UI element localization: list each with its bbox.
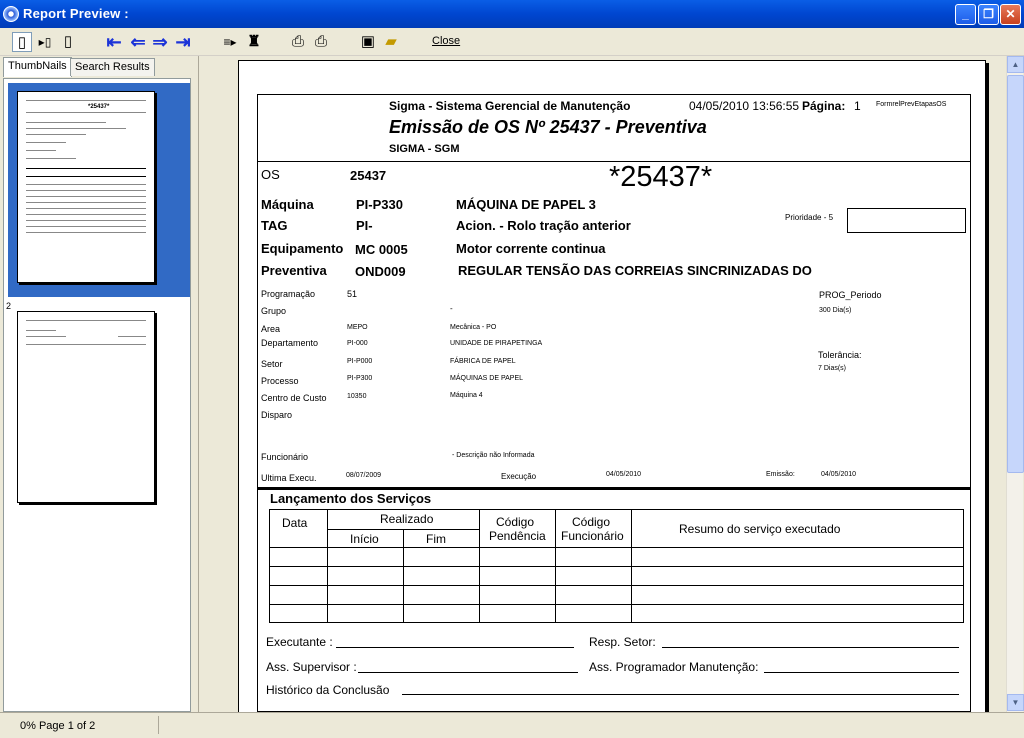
programacao-label: Programação <box>261 289 316 299</box>
departamento-code: PI-000 <box>347 340 368 347</box>
historico-label: Histórico da Conclusão <box>266 683 390 697</box>
report-page <box>238 60 986 712</box>
tag-label: TAG <box>261 218 288 233</box>
thumbnail-page-2[interactable] <box>17 311 155 503</box>
prioridade-label: Prioridade - 5 <box>785 213 834 222</box>
col-codigo-funcionario-1: Código <box>572 515 611 529</box>
equipamento-label: Equipamento <box>261 241 344 256</box>
section-divider <box>257 488 971 490</box>
single-page-icon[interactable]: ▯ <box>12 32 32 52</box>
thumbnail-number-2: 2 <box>6 301 12 311</box>
col-fim: Fim <box>426 532 446 546</box>
tag-desc: Acion. - Rolo tração anterior <box>456 218 631 233</box>
funcionario-value: - Descrição não Informada <box>452 452 535 459</box>
processo-desc: MÁQUINAS DE PAPEL <box>450 375 524 382</box>
disparo-label: Disparo <box>261 410 293 420</box>
window-title: Report Preview : <box>23 6 129 21</box>
equipamento-code: MC 0005 <box>355 242 408 257</box>
col-realizado: Realizado <box>380 512 434 526</box>
ultima-execucao-value: 08/07/2009 <box>346 472 382 479</box>
document-view[interactable] <box>198 56 1006 712</box>
col-resumo: Resumo do serviço executado <box>679 522 841 536</box>
close-window-button[interactable]: ✕ <box>1000 4 1021 25</box>
preventiva-label: Preventiva <box>261 263 327 278</box>
col-codigo-pendencia-1: Código <box>496 515 535 529</box>
os-label: OS <box>261 167 280 182</box>
scroll-thumb[interactable] <box>1007 75 1024 473</box>
programacao-value: 51 <box>347 289 358 299</box>
toolbar <box>0 28 1024 56</box>
system-name: Sigma - Sistema Gerencial de Manutenção <box>389 99 631 113</box>
area-desc: Mecânica - PO <box>450 324 497 331</box>
executante-label: Executante : <box>266 635 333 649</box>
col-codigo-funcionario-2: Funcionário <box>561 529 624 543</box>
last-page-icon[interactable]: ⇥ <box>175 32 191 52</box>
scroll-up-icon[interactable]: ▲ <box>1007 56 1024 73</box>
area-label: Area <box>261 324 281 334</box>
close-button[interactable]: Close <box>432 35 461 47</box>
thumbnail-page-1[interactable] <box>17 91 155 283</box>
ass-supervisor-label: Ass. Supervisor : <box>266 660 357 674</box>
maquina-code: PI-P330 <box>356 197 403 212</box>
goto-page-icon[interactable]: ≡▸ <box>223 35 237 49</box>
ass-programador-label: Ass. Programador Manutenção: <box>589 660 759 674</box>
os-value: 25437 <box>350 168 387 183</box>
thumbnail-list[interactable] <box>3 78 191 712</box>
find-icon[interactable]: ♜ <box>247 33 261 50</box>
area-code: MEPO <box>347 324 368 331</box>
grupo-value: - <box>450 304 453 313</box>
col-data: Data <box>282 516 308 530</box>
equipamento-desc: Motor corrente continua <box>456 241 606 256</box>
departamento-desc: UNIDADE DE PIRAPETINGA <box>450 340 543 347</box>
col-codigo-pendencia-2: Pendência <box>489 529 546 543</box>
prog-periodo-value: 300 Dia(s) <box>819 307 852 314</box>
prioridade-box <box>847 208 966 233</box>
grupo-label: Grupo <box>261 306 287 316</box>
funcionario-label: Funcionário <box>261 452 309 462</box>
servicos-title: Lançamento dos Serviços <box>270 491 432 506</box>
page-number: 1 <box>854 99 861 113</box>
processo-label: Processo <box>261 376 299 386</box>
status-divider <box>158 716 159 734</box>
resp-setor-label: Resp. Setor: <box>589 635 656 649</box>
emissao-value: 04/05/2010 <box>821 471 857 478</box>
centro-custo-code: 10350 <box>347 393 367 400</box>
page-label: Página: <box>802 99 846 113</box>
processo-code: PI-P300 <box>347 375 373 382</box>
prog-periodo-label: PROG_Periodo <box>819 290 882 300</box>
scroll-down-icon[interactable]: ▼ <box>1007 694 1024 711</box>
col-inicio: Início <box>350 532 379 546</box>
preventiva-code: OND009 <box>355 264 406 279</box>
vertical-scrollbar[interactable] <box>1006 56 1023 712</box>
status-bar <box>0 712 1024 738</box>
first-page-icon[interactable]: ⇤ <box>106 32 122 52</box>
report-datetime: 04/05/2010 13:56:55 <box>689 99 800 113</box>
ultima-execucao-label: Ultima Execu. <box>261 473 317 483</box>
tag-code: PI- <box>356 218 373 233</box>
barcode-text: *25437* <box>609 161 713 193</box>
title-bar <box>0 0 1024 28</box>
tab-search-results[interactable]: Search Results <box>70 58 155 76</box>
status-text: 0% Page 1 of 2 <box>20 720 96 732</box>
departamento-label: Departamento <box>261 338 319 348</box>
report-title: Emissão de OS Nº 25437 - Preventiva <box>389 117 707 137</box>
execucao-value: 04/05/2010 <box>606 471 642 478</box>
centro-custo-desc: Máquina 4 <box>450 392 483 399</box>
thumb-barcode: *25437* <box>88 104 110 110</box>
tolerancia-value: 7 Dias(s) <box>818 365 847 372</box>
minimize-button[interactable]: _ <box>955 4 976 25</box>
setor-label: Setor <box>261 359 283 369</box>
app-icon <box>3 6 19 22</box>
save-icon[interactable]: ▣ <box>360 33 376 50</box>
restore-button[interactable]: ❐ <box>978 4 999 25</box>
form-name: FormrelPrevEtapasOS <box>876 101 947 108</box>
setor-code: PI-P000 <box>347 358 373 365</box>
thumbnail-panel <box>0 56 196 712</box>
maquina-label: Máquina <box>261 197 314 212</box>
two-page-icon[interactable]: ▸▯ <box>38 35 52 49</box>
tolerancia-label: Tolerância: <box>818 350 862 360</box>
page-width-icon[interactable]: ▯ <box>63 33 73 50</box>
print-icon[interactable]: ⎙ <box>314 33 327 50</box>
execucao-label: Execução <box>501 472 537 481</box>
open-folder-icon[interactable]: ▰ <box>385 33 397 50</box>
maquina-desc: MÁQUINA DE PAPEL 3 <box>456 197 596 212</box>
emissao-label: Emissão: <box>766 471 795 478</box>
setor-desc: FÁBRICA DE PAPEL <box>450 358 516 365</box>
centro-custo-label: Centro de Custo <box>261 393 327 403</box>
report-subtitle: SIGMA - SGM <box>389 143 460 155</box>
preventiva-desc: REGULAR TENSÃO DAS CORREIAS SINCRINIZADAS DO <box>458 263 812 278</box>
previous-page-icon[interactable]: ⇐ <box>130 32 146 52</box>
next-page-icon[interactable]: ⇒ <box>152 32 168 52</box>
print-setup-icon[interactable]: ⎙ <box>291 33 304 50</box>
tab-thumbnails[interactable]: ThumbNails <box>3 57 72 77</box>
